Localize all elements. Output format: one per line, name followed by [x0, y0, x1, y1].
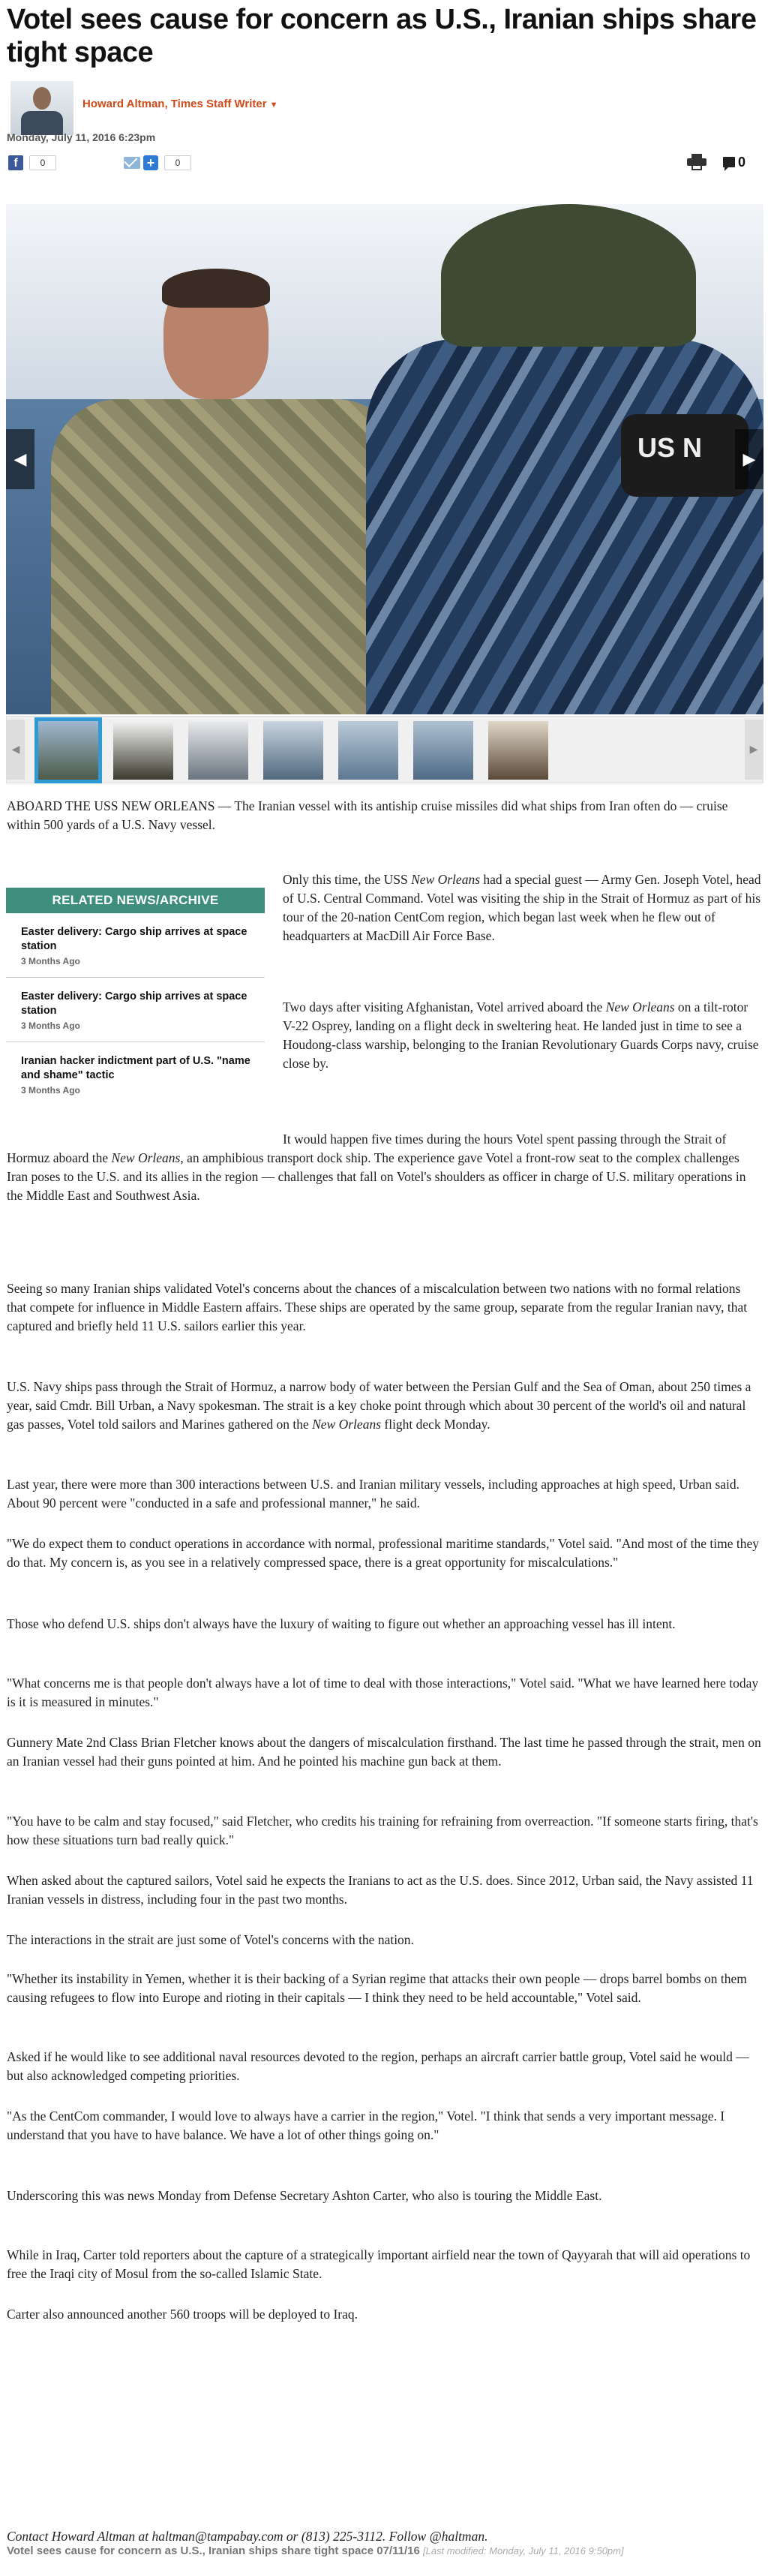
- paragraph: U.S. Navy ships pass through the Strait of Hormuz, a narrow body of water between the Persian Gulf and the Sea of Oman, about 250 times a year, said Cmdr. Bill Urban, a Navy spokesman. The strait is a key choke point through which about 30 percent of the world's oil and natural gas passes, Votel told sailors and Marines gathered on the New Orleans flight deck Monday.: [7, 1379, 752, 1432]
- thumbnail[interactable]: [413, 721, 473, 780]
- comment-count: 0: [738, 154, 746, 170]
- contact-line: Contact Howard Altman at haltman@tampabay.com or (813) 225-3112. Follow @haltman.: [7, 2528, 488, 2544]
- email-count: 0: [164, 155, 191, 170]
- thumbs-prev-button[interactable]: ◀: [7, 720, 25, 780]
- photo-gallery: [6, 204, 764, 714]
- footer-title: Votel sees cause for concern as U.S., Iranian ships share tight space 07/11/16: [7, 2544, 420, 2557]
- paragraph: Asked if he would like to see additional naval resources devoted to the region, perhaps an aircraft carrier battle group, Votel said he would — but also acknowledged competing priorities.: [7, 2049, 749, 2083]
- paragraph: Underscoring this was news Monday from Defense Secretary Ashton Carter, who also is touring the Middle East.: [7, 2188, 602, 2203]
- print-icon[interactable]: [687, 154, 706, 170]
- headline: Votel sees cause for concern as U.S., Iranian ships share tight space: [7, 4, 757, 68]
- paragraph: When asked about the captured sailors, Votel said he expects the Iranians to act as the U.S. does. Since 2012, Urban said, the Navy assisted 11 Iranian vessels in distress, including four in the past two months.: [7, 1873, 754, 1907]
- paragraph: "Whether its instability in Yemen, whether it is their backing of a Syrian regime that attacks their own people — drops barrel bombs on them causing refugees to flow into Europe and rioting in their capitals — I think they need to be held accountable," Votel said.: [7, 1971, 747, 2005]
- paragraph: Seeing so many Iranian ships validated Votel's concerns about the chances of a miscalculation between two nations with no formal relations that compete for influence in Middle Eastern affairs. These ships are operated by the same group, separate from the regular Iranian navy, that captured and briefly held 11 U.S. sailors earlier this year.: [7, 1281, 748, 1333]
- comment-icon[interactable]: [723, 157, 735, 167]
- paragraph: Last year, there were more than 300 interactions between U.S. and Iranian military vessels, including approaches at high speed, Urban said. About 90 percent were "conducted in a safe and professional manner," he said.: [7, 1477, 740, 1510]
- author-link[interactable]: Howard Altman, Times Staff Writer ▼: [82, 98, 278, 110]
- paragraph: Two days after visiting Afghanistan, Votel arrived aboard the New Orleans on a tilt-rotor V-22 Osprey, landing on a flight deck in sweltering heat. He landed just in time to see a Houdong-class warship, belonging to the Iranian Revolutionary Guards Corps navy, cruise close by.: [283, 999, 759, 1071]
- byline: [10, 81, 278, 135]
- paragraph: The interactions in the strait are just some of Votel's concerns with the nation.: [7, 1932, 414, 1947]
- thumbnail[interactable]: [113, 721, 173, 780]
- paragraph: Gunnery Mate 2nd Class Brian Fletcher knows about the dangers of miscalculation firsthand. The last time he passed through the strait, men on an Iranian vessel had their guns pointed at him. And he pointed his machine gun back at them.: [7, 1735, 761, 1769]
- photo-sailor: [358, 204, 764, 714]
- thumbnail[interactable]: [338, 721, 398, 780]
- publish-date: Monday, July 11, 2016 6:23pm: [7, 131, 156, 143]
- paragraph: It would happen five times during the hours Votel spent passing through the Strait of Hormuz aboard the New Orleans, an amphibious transport dock ship. The experience gave Votel a front-row seat to the complex challenges Iran poses to the U.S. and its allies in the region — challenges that fall on Votel's shoulders as officer in charge of U.S. military operations in the Middle East and Southwest Asia.: [7, 1132, 746, 1203]
- related-item[interactable]: Easter delivery: Cargo ship arrives at space station 3 Months Ago: [6, 913, 265, 978]
- paragraph: "What concerns me is that people don't always have a lot of time to deal with those interactions," Votel said. "What we have learned here today is it is measured in minutes.": [7, 1676, 759, 1709]
- email-icon[interactable]: [124, 157, 140, 169]
- paragraph: Only this time, the USS New Orleans had a special guest — Army Gen. Joseph Votel, head of U.S. Central Command. Votel was visiting the ship in the Strait of Hormuz as part of his tour of the 20-nation CentCom region, which began last week when he flew out of headquarters at MacDill Air Force Base.: [283, 872, 761, 943]
- paragraph: "You have to be calm and stay focused," said Fletcher, who credits his training for refraining from overreaction. "If someone starts firing, that's how these situations turn bad really quick.": [7, 1814, 758, 1847]
- paragraph: While in Iraq, Carter told reporters about the capture of a strategically important airfield near the town of Qayyarah that will aid operations to free the Iraqi city of Mosul from the so-called Islamic State.: [7, 2247, 751, 2281]
- footer-modified: [Last modified: Monday, July 11, 2016 9:50pm]: [422, 2545, 624, 2556]
- photo-officer: [51, 272, 404, 714]
- related-item[interactable]: Easter delivery: Cargo ship arrives at space station 3 Months Ago: [6, 978, 265, 1042]
- facebook-icon[interactable]: f: [8, 155, 23, 170]
- article-footer: [7, 2544, 757, 2559]
- lead-paragraph: ABOARD THE USS NEW ORLEANS — The Iranian vessel with its antiship cruise missiles did what ships from Iran often do — cruise within 500 yards of a U.S. Navy vessel.: [7, 798, 728, 832]
- paragraph: Those who defend U.S. ships don't always have the luxury of waiting to figure out whether an approaching vessel has ill intent.: [7, 1616, 676, 1631]
- paragraph: "As the CentCom commander, I would love to always have a carrier in the region," Votel. "I think that sends a very important message. I understand that you have to have balance. We have a lot of other things going on.": [7, 2109, 725, 2142]
- uniform-patch: US N: [621, 414, 748, 497]
- thumbnail[interactable]: [38, 721, 98, 780]
- author-photo: [10, 81, 74, 135]
- thumbs-next-button[interactable]: ▶: [745, 720, 763, 780]
- facebook-count: 0: [29, 155, 56, 170]
- thumbnail[interactable]: [488, 721, 548, 780]
- related-news-box: [6, 888, 265, 1106]
- article-tools: [687, 154, 746, 170]
- paragraph: "We do expect them to conduct operations in accordance with normal, professional maritime standards," Votel said. "And most of the time they do that. My concern is, as you see in a relatively compressed space, there is a great opportunity for miscalculations.": [7, 1536, 760, 1570]
- caret-down-icon: ▼: [269, 101, 278, 110]
- share-bar: [8, 155, 191, 170]
- gallery-next-button[interactable]: ▶: [735, 429, 764, 489]
- related-heading: RELATED NEWS/ARCHIVE: [6, 888, 265, 913]
- paragraph: Carter also announced another 560 troops will be deployed to Iraq.: [7, 2307, 358, 2322]
- related-item[interactable]: Iranian hacker indictment part of U.S. "name and shame" tactic 3 Months Ago: [21, 1055, 250, 1096]
- share-plus-icon[interactable]: +: [143, 155, 158, 170]
- thumbnail-strip: [6, 716, 764, 783]
- thumbnail[interactable]: [188, 721, 248, 780]
- thumbnail[interactable]: [263, 721, 323, 780]
- gallery-prev-button[interactable]: ◀: [6, 429, 34, 489]
